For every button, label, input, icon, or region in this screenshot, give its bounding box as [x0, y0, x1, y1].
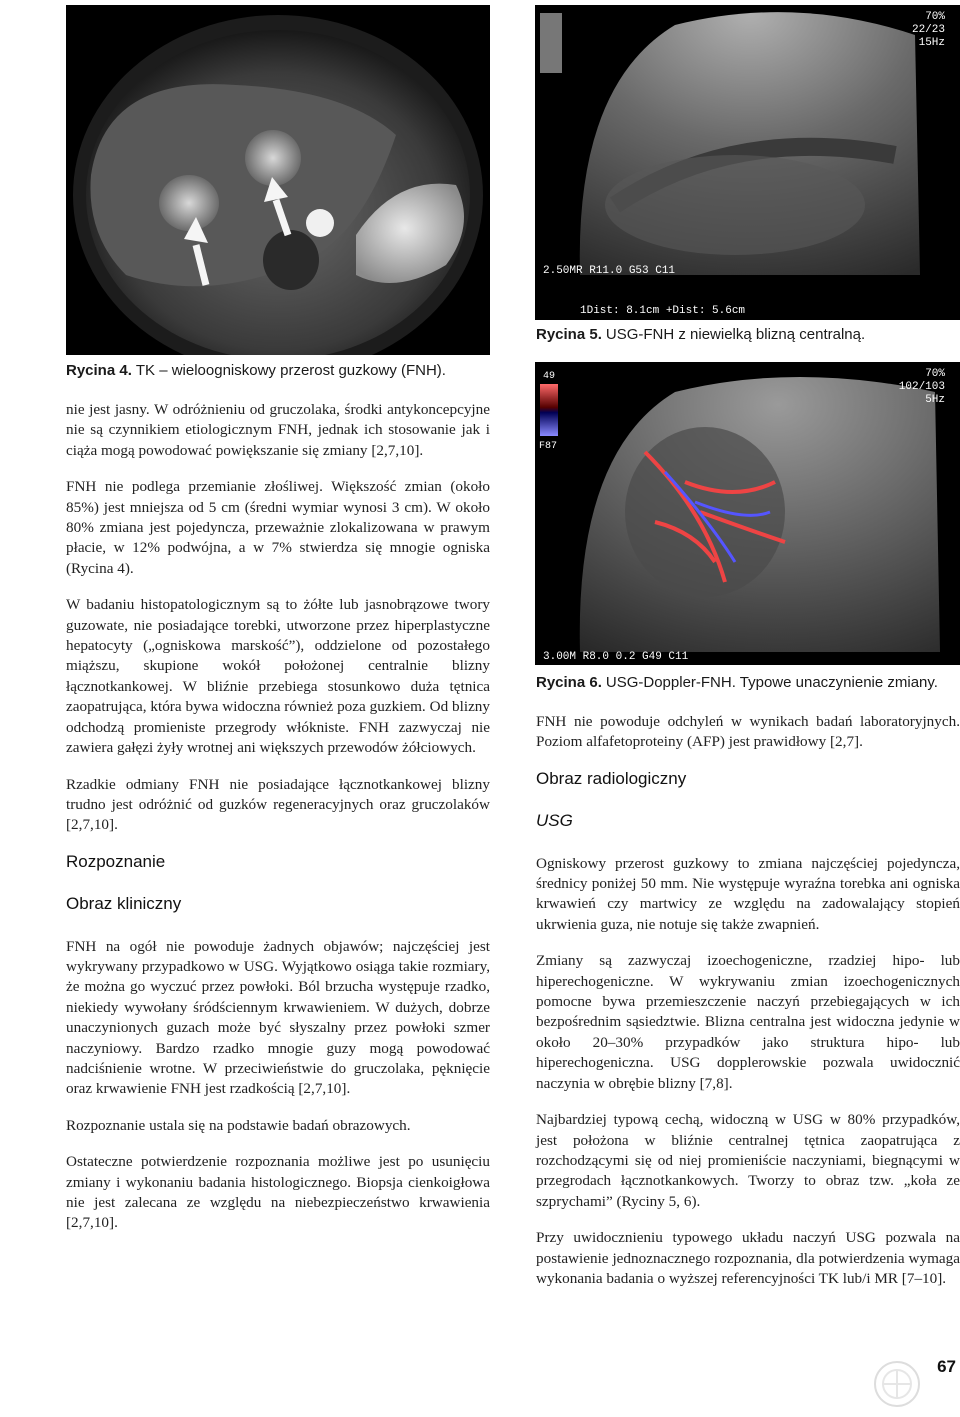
right-paragraph-4: Najbardziej typową cechą, widoczną w USG w 80% przypadków, jest położona w bliźnie centralnej tętnica zaopatrująca z rozchodzącymi się od niej promieniście naczyniami, biegnącymi w przegrodach łącznotkankowych. Tworzy to obraz tzw. „koła ze szprychami” (Ryciny 5, 6).	[536, 1111, 960, 1210]
figure-5-caption	[536, 326, 865, 344]
figure-6-caption-text: USG-Doppler-FNH. Typowe unaczynienie zmiany.	[605, 674, 938, 691]
right-paragraph-2: Ogniskowy przerost guzkowy to zmiana najczęściej pojedyncza, średnicy poniżej 50 mm. Nie występuje wyraźna torebka ani ogniska krwawień czy martwicy ze względu na zadowalający stopień ukrwienia guza, nie notuje się także zwapnień.	[536, 854, 960, 933]
figure-6-rate-text: 5Hz	[925, 394, 945, 406]
figure-5-caption-text: USG-FNH z niewielką blizną centralną.	[605, 326, 866, 343]
right-paragraph-5: Przy uwidocznieniu typowego układu naczyń USG pozwala na postawienie jednoznacznego rozpoznania, dla potwierdzenia wymaga wykonania badania o wyższej referencyjności TK lub/i MR [7–10].	[536, 1229, 960, 1287]
figure-6-label: Rycina 6.	[536, 674, 602, 691]
heading-rozpoznanie: Rozpoznanie	[66, 851, 166, 871]
figure-5-gain-text: 70%	[925, 11, 945, 23]
heading-usg: USG	[536, 811, 573, 831]
right-paragraph-1: FNH nie powoduje odchyleń w wynikach badań laboratoryjnych. Poziom alfafetoproteiny (AFP) jest prawidłowy [2,7].	[536, 713, 960, 751]
left-paragraph-7: Ostateczne potwierdzenie rozpoznania możliwe jest po usunięciu zmiany i wykonaniu badania histologicznego. Biopsja cienkoigłowa nie jest zalecana ze względu na niebezpieczeństwo krwawienia [2,7,10].	[66, 1153, 490, 1232]
journal-logo-icon	[872, 1359, 922, 1409]
figure-5-usg-image	[535, 5, 960, 320]
left-column	[66, 400, 490, 1250]
figure-4-ct-image	[66, 5, 490, 355]
figure-4-label: Rycina 4.	[66, 362, 132, 379]
left-paragraph-4: Rzadkie odmiany FNH nie posiadające łącznotkankowej blizny trudno jest odróżnić od guzków regeneracyjnych oraz gruczolaków [2,7,10].	[66, 775, 490, 834]
figure-6-scale-bottom-text: F87	[539, 441, 558, 452]
figure-6-frame-text: 102/103	[898, 381, 945, 393]
figure-6-params-text: 3.00M R8.0 0.2 G49 C11	[543, 651, 689, 663]
figure-4-caption	[66, 362, 446, 380]
figure-6-gain-text: 70%	[925, 368, 945, 380]
right-column	[536, 712, 960, 1305]
figure-6-scale-top-text: 49	[543, 371, 556, 382]
left-paragraph-6: Rozpoznanie ustala się na podstawie badań obrazowych.	[66, 1116, 411, 1134]
figure-5-params-text: 2.50MR R11.0 G53 C11	[543, 265, 676, 277]
figure-6-caption	[536, 674, 938, 692]
left-paragraph-3: W badaniu histopatologicznym są to żółte lub jasnobrązowe twory guzowate, nie posiadające torebki, utworzone przez hiperplastyczne hepatocyty („ogniskowa marskość”), oddzielone od pozostałego miąższu, skupione wokół położonej centralnie blizny łącznotkankowej. W bliźnie przebiega stosunkowo duża tętnica zaopatrująca, która bywa widoczna również poza guzkiem. Od blizny odchodzą promieniste przegrody włókniste. FNH zazwyczaj nie zawiera gałęzi żyły wrotnej ani większych przewodów żółciowych.	[66, 596, 490, 757]
left-paragraph-5: FNH na ogół nie powoduje żadnych objawów; najczęściej jest wykrywany przypadkowo w USG. Wyjątkowo osiąga takie rozmiary, że można go wyczuć przez powłoki. Ból brzucha występuje rzadko, niekiedy wywołany śródściennym krwawieniem. W dużych, dobrze unaczynionych guzach może być słyszalny przez powłoki szmer naczyniowy. Bardzo rzadko mnogie guzy mogą powodować nadciśnienie wrotne. W przeciwieństwie do gruczolaka, pęknięcie oraz krwawienie FNH jest rzadkością [2,7,10].	[66, 937, 490, 1098]
figure-5-rate-text: 15Hz	[918, 37, 945, 49]
figure-5-label: Rycina 5.	[536, 326, 602, 343]
right-paragraph-3: Zmiany są zazwyczaj izoechogeniczne, rzadziej hipo- lub hiperechogeniczne. W wykrywaniu zmian izoechogenicznych pomocne bywa przemieszczenie naczyń przebiegających w ich bezpośrednim sąsiedztwie. Blizna centralna jest widoczna jedynie w około 20–30% przypadków jako struktura hipo- lub hiperechogeniczna. USG dopplerowskie pozwala uwidocznić naczynia w obrębie blizny [7,8].	[536, 952, 960, 1092]
figure-6-doppler-image	[535, 362, 960, 665]
heading-obraz-kliniczny: Obraz kliniczny	[66, 894, 182, 914]
heading-obraz-radiologiczny: Obraz radiologiczny	[536, 768, 687, 788]
figure-5-frame-text: 22/23	[911, 24, 945, 36]
figure-5-dist-text: 1Dist: 8.1cm +Dist: 5.6cm	[580, 305, 746, 317]
figure-4-caption-text: TK – wieloogniskowy przerost guzkowy (FNH).	[135, 362, 446, 379]
left-paragraph-1: nie jest jasny. W odróżnieniu od gruczolaka, środki antykoncepcyjne nie są czynnikiem etiologicznym FNH, jednak ich stosowanie jak i ciąża mogą powodować powiększanie się zmiany [2,7,10].	[66, 401, 490, 459]
left-paragraph-2: FNH nie podlega przemianie złośliwej. Większość zmian (około 85%) jest mniejsza od 5 cm (średni wymiar wynosi 3 cm). W około 80% zmiana jest pojedyncza, przeważnie zlokalizowana w prawym płacie, w 12% podwójna, a w 7% stwierdza się mnogie ogniska (Rycina 4).	[66, 478, 490, 577]
page-number: 67	[937, 1357, 956, 1376]
